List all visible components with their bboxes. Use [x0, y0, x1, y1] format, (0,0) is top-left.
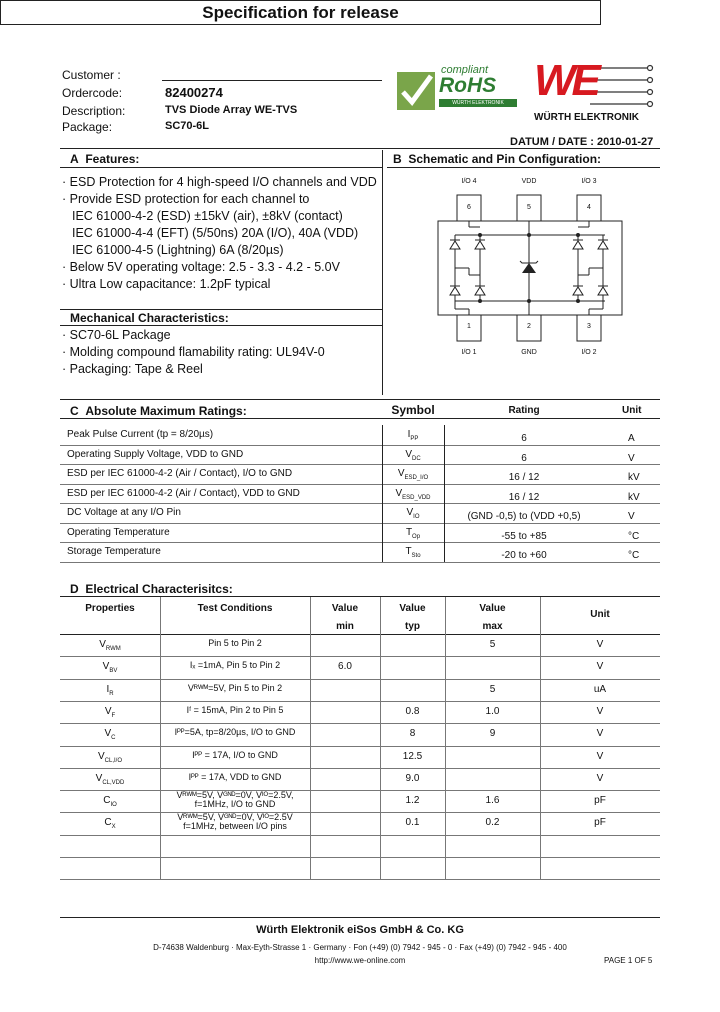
el-condition — [160, 773, 310, 782]
el-col-divider — [445, 597, 446, 879]
mechanical-item: · Molding compound flamability rating: UL94V-0 — [62, 345, 325, 359]
pin-label-vdd: VDD — [521, 178, 537, 185]
feature-sub-item: IEC 61000-4-5 (Lightning) 6A (8/20µs) — [72, 243, 284, 257]
el-symbol: $V_{CL,VDD}$ — [95, 772, 125, 786]
abs-unit: kV — [628, 472, 640, 483]
el-unit: V — [596, 772, 604, 784]
abs-row-divider — [60, 503, 660, 504]
el-row-divider — [60, 701, 660, 702]
package-value: SC70-6L — [165, 120, 210, 132]
abs-max-table — [60, 425, 660, 565]
el-col-min-sub: min — [336, 621, 354, 632]
abs-rating: -20 to +60 — [501, 550, 547, 561]
el-row-divider — [60, 768, 660, 769]
abs-unit: A — [628, 433, 635, 444]
rohs-compliant-text: compliant — [441, 64, 489, 76]
abs-row-divider — [60, 562, 660, 563]
el-unit: V — [596, 728, 604, 740]
el-unit: V — [596, 705, 604, 717]
el-max: 1.6 — [485, 795, 500, 807]
abs-param: ESD per IEC 61000-4-2 (Air / Contact), VDD to GND — [67, 487, 300, 499]
el-symbol: $V_{CL,I/O}$ — [97, 750, 122, 764]
pin-num-2: 2 — [527, 323, 531, 330]
el-typ: 9.0 — [405, 772, 420, 784]
pin-label-io2: I/O 2 — [581, 349, 597, 356]
features-heading: A Features: — [70, 152, 140, 166]
footer-url[interactable]: http://www.we-online.com — [314, 956, 406, 965]
el-symbol: $C_{IO}$ — [103, 795, 117, 809]
abs-symbol: $T_{Sto}$ — [405, 546, 421, 559]
abs-symbol-sub: PP — [410, 436, 419, 442]
feature-sub-item: IEC 61000-4-4 (EFT) (5/50ns) 20A (I/O), 40A (VDD) — [72, 226, 359, 240]
abs-rating: 16 / 12 — [508, 491, 540, 503]
abs-param: ESD per IEC 61000-4-2 (Air / Contact), I/O to GND — [67, 468, 293, 479]
feature-item: · ESD Protection for 4 high-speed I/O channels and VDD — [62, 175, 377, 189]
el-symbol-sub: CL,I/O — [104, 757, 122, 764]
el-col-divider — [160, 597, 161, 879]
el-condition — [160, 706, 310, 715]
el-row-divider — [60, 812, 660, 813]
el-max: 9 — [489, 728, 496, 740]
el-condition-line: f=1MHz, between I/O pins — [183, 821, 287, 832]
el-symbol-sub: R — [109, 690, 114, 697]
pin-num-3: 3 — [587, 323, 591, 330]
pin-label-io4: I/O 4 — [461, 178, 477, 185]
el-col-max-sub: max — [482, 621, 503, 632]
abs-rating: 16 / 12 — [508, 472, 540, 483]
el-symbol-sub: C — [111, 735, 116, 742]
pin-num-4: 4 — [587, 204, 591, 211]
el-typ: 0.1 — [405, 817, 420, 829]
mechanical-item: · SC70-6L Package — [62, 328, 171, 342]
el-row-divider — [60, 879, 660, 880]
feature-item: · Below 5V operating voltage: 2.5 - 3.3 - 4.2 - 5.0V — [62, 260, 340, 274]
el-col-conditions: Test Conditions — [197, 603, 273, 614]
el-symbol-sub: CL,VDD — [102, 779, 125, 786]
abs-col-unit: Unit — [622, 405, 642, 416]
el-row-divider — [60, 746, 660, 747]
abs-col-symbol: Symbol — [391, 403, 435, 417]
abs-rating: -55 to +85 — [501, 530, 547, 542]
mechanical-list — [62, 327, 380, 378]
el-unit: V — [596, 750, 604, 762]
el-condition — [160, 791, 310, 809]
el-unit: pF — [594, 817, 606, 829]
abs-symbol-sub: Op — [412, 533, 421, 540]
rohs-logo — [395, 64, 520, 114]
rohs-sub-text: WÜRTH ELEKTRONIK — [439, 99, 517, 107]
mechanical-item: · Packaging: Tape & Reel — [62, 362, 203, 376]
feature-sub-item: IEC 61000-4-2 (ESD) ±15kV (air), ±8kV (contact) — [72, 209, 343, 223]
el-row-divider — [60, 679, 660, 680]
date-label: DATUM / DATE : — [510, 136, 594, 148]
schematic-diagram — [430, 175, 630, 365]
electrical-table — [60, 597, 660, 877]
abs-symbol: $T_{Op}$ — [405, 526, 421, 540]
abs-rating: 6 — [521, 452, 527, 464]
abs-col-divider — [382, 425, 383, 562]
electrical-heading: D Electrical Characterisitcs: — [70, 582, 233, 596]
abs-symbol-sub: IO — [413, 514, 420, 520]
pin-label-io3: I/O 3 — [581, 178, 597, 185]
el-condition-line: Iₓ =1mA, Pin 5 to Pin 2 — [189, 660, 281, 671]
we-letters: WE — [534, 56, 597, 105]
el-row-divider — [60, 835, 660, 836]
abs-param: Peak Pulse Current (tp = 8/20µs) — [67, 429, 214, 440]
el-symbol: $I_R$ — [106, 683, 114, 697]
el-condition-line: Iᴾᴾ = 17A, I/O to GND — [192, 749, 278, 760]
el-col-typ: Value — [399, 603, 426, 614]
abs-param: Storage Temperature — [67, 546, 161, 557]
abs-symbol: $V_{IO}$ — [406, 507, 420, 520]
el-condition — [160, 639, 310, 648]
date-value: 2010-01-27 — [596, 136, 654, 148]
el-max: 5 — [489, 683, 496, 695]
el-symbol: $C_X$ — [104, 817, 116, 831]
abs-param: DC Voltage at any I/O Pin — [67, 507, 181, 518]
el-row-divider — [60, 656, 660, 657]
el-col-divider — [380, 597, 381, 879]
el-max: 5 — [489, 639, 496, 650]
ordercode-label: Ordercode: — [62, 86, 123, 100]
el-symbol: $V_F$ — [104, 705, 116, 719]
el-condition — [160, 661, 310, 670]
abs-unit: kV — [628, 491, 640, 503]
we-logo — [530, 56, 660, 126]
el-col-properties: Properties — [85, 603, 135, 614]
el-col-max: Value — [479, 603, 506, 614]
abs-rating: (GND -0,5) to (VDD +0,5) — [467, 511, 581, 522]
el-condition — [160, 751, 310, 760]
feature-item: · Ultra Low capacitance: 1.2pF typical — [62, 277, 271, 291]
el-unit: V — [596, 639, 604, 650]
abs-symbol: $V_{DC}$ — [405, 448, 421, 462]
description-value: TVS Diode Array WE-TVS — [165, 104, 298, 116]
el-symbol-sub: BV — [109, 668, 118, 675]
rohs-text: RoHS — [439, 74, 497, 97]
el-condition-line: Iᴾᴾ = 17A, VDD to GND — [188, 771, 282, 782]
mechanical-heading: Mechanical Characteristics: — [70, 311, 229, 325]
schematic-heading: B Schematic and Pin Configuration: — [393, 152, 602, 166]
ordercode-value: 82400274 — [165, 85, 223, 100]
abs-row-divider — [60, 464, 660, 465]
footer-company: Würth Elektronik eiSos GmbH & Co. KG — [256, 924, 464, 936]
el-row-divider — [60, 723, 660, 724]
feature-item: · Provide ESD protection for each channel to — [62, 192, 310, 206]
abs-col-rating: Rating — [508, 405, 540, 416]
el-symbol-sub: F — [111, 712, 116, 719]
description-label: Description: — [62, 104, 126, 118]
abs-unit: °C — [628, 530, 640, 542]
pin-num-5: 5 — [527, 204, 531, 211]
el-row-divider — [60, 790, 660, 791]
el-symbol-sub: IO — [110, 802, 117, 809]
package-label: Package: — [62, 120, 113, 134]
el-condition-line: Vᴿᵂᴹ=5V, Pin 5 to Pin 2 — [187, 682, 283, 693]
features-list — [62, 174, 380, 293]
abs-unit: V — [628, 452, 635, 464]
el-header-divider — [60, 634, 660, 635]
el-col-divider — [540, 597, 541, 879]
el-condition-line: f=1MHz, I/O to GND — [194, 799, 276, 810]
page-title: Specification for release — [0, 0, 601, 25]
date-row — [510, 136, 653, 148]
abs-symbol-sub: ESD_I/O — [404, 475, 429, 481]
el-condition — [160, 813, 310, 831]
abs-symbol-sub: Sto — [411, 553, 421, 559]
el-condition-line: Vᴿᵂᴹ=5V, Vᴳᴺᴰ=0V, Vᴵᴼ=2.5V, — [176, 790, 294, 801]
el-unit: pF — [594, 795, 606, 807]
abs-symbol-sub: ESD_VDD — [402, 494, 431, 501]
abs-unit: V — [628, 511, 635, 522]
abs-row-divider — [60, 542, 660, 543]
abs-max-heading: C Absolute Maximum Ratings: — [70, 404, 247, 418]
abs-symbol: $V_{ESD\_I/O}$ — [397, 468, 429, 481]
el-condition — [160, 684, 310, 693]
el-min: 6.0 — [338, 661, 352, 673]
el-symbol: $V_{RWM}$ — [99, 639, 121, 652]
brand-text: WÜRTH ELEKTRONIK — [534, 112, 639, 123]
el-condition-line: Iᴾᴾ=5A, tp=8/20µs, I/O to GND — [174, 727, 296, 738]
el-unit: uA — [593, 683, 607, 695]
el-condition-line: Vᴿᵂᴹ=5V, Vᴳᴺᴰ=0V, Vᴵᴼ=2.5V — [177, 812, 293, 823]
el-typ: 1.2 — [405, 795, 420, 807]
customer-label: Customer : — [62, 68, 121, 82]
abs-rating: 6 — [521, 433, 527, 444]
abs-unit: °C — [628, 550, 640, 561]
el-col-typ-sub: typ — [405, 621, 420, 632]
el-max: 1.0 — [485, 705, 500, 717]
abs-symbol: $V_{ESD\_VDD}$ — [395, 487, 431, 501]
pin-num-1: 1 — [467, 323, 471, 330]
el-typ: 0.8 — [405, 705, 420, 717]
el-max: 0.2 — [485, 817, 500, 829]
footer-page: PAGE 1 OF 5 — [604, 956, 653, 965]
el-row-divider — [60, 857, 660, 858]
abs-row-divider — [60, 445, 660, 446]
pin-num-6: 6 — [467, 204, 471, 211]
abs-row-divider — [60, 484, 660, 485]
el-col-min: Value — [331, 603, 359, 614]
el-symbol: $V_C$ — [104, 728, 116, 742]
el-col-divider — [310, 597, 311, 879]
abs-row-divider — [60, 523, 660, 524]
footer-address: D-74638 Waldenburg · Max-Eyth-Strasse 1 · Germany · Fon (+49) (0) 7942 - 945 - 0 · Fax (+49) (0) 7942 - 945 - 400 — [153, 943, 567, 952]
el-symbol-sub: RWM — [105, 646, 121, 652]
abs-symbol-sub: DC — [412, 455, 421, 462]
el-condition-line: Iᶠ = 15mA, Pin 2 to Pin 5 — [186, 704, 284, 715]
el-condition — [160, 728, 310, 737]
el-typ: 12.5 — [402, 750, 423, 762]
el-col-unit: Unit — [590, 609, 610, 620]
el-condition-line: Pin 5 to Pin 2 — [208, 638, 262, 648]
abs-col-divider — [444, 425, 445, 562]
pin-label-gnd: GND — [521, 349, 537, 356]
el-symbol-sub: X — [111, 824, 116, 831]
abs-param: Operating Supply Voltage, VDD to GND — [67, 448, 244, 460]
abs-param: Operating Temperature — [67, 526, 170, 538]
pin-label-io1: I/O 1 — [461, 349, 477, 356]
el-typ: 8 — [409, 728, 416, 740]
abs-symbol: $I_{PP}$ — [407, 429, 419, 442]
el-unit: V — [596, 661, 604, 673]
el-symbol: $V_{BV}$ — [102, 661, 118, 675]
